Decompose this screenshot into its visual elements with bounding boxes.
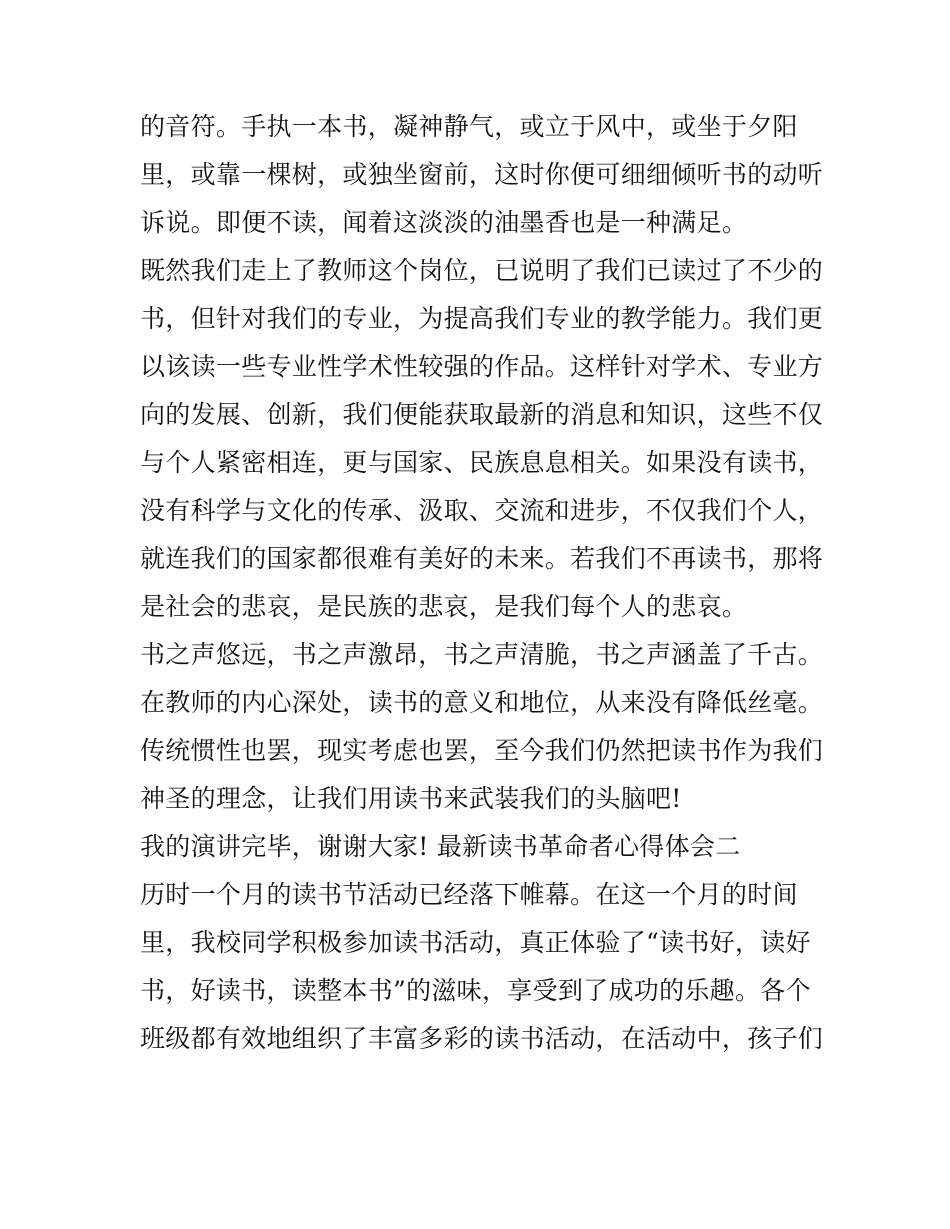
text-line: 向的发展、创新，我们便能获取最新的消息和知识，这些不仅	[140, 400, 824, 429]
text-line: 传统惯性也罢，现实考虑也罢，至今我们仍然把读书作为我们	[140, 736, 824, 765]
text-line: 里，或靠一棵树，或独坐窗前，这时你便可细细倾听书的动听	[140, 160, 824, 189]
body-text	[140, 103, 830, 1063]
text-line: 既然我们走上了教师这个岗位，已说明了我们已读过了不少的	[140, 256, 824, 285]
text-line: 里，我校同学积极参加读书活动，真正体验了“读书好，读好	[140, 928, 811, 957]
text-line: 以该读一些专业性学术性较强的作品。这样针对学术、专业方	[140, 352, 824, 381]
text-line: 与个人紧密相连，更与国家、民族息息相关。如果没有读书，	[140, 448, 824, 477]
text-line: 就连我们的国家都很难有美好的未来。若我们不再读书，那将	[140, 544, 824, 573]
text-line: 我的演讲完毕，谢谢大家! 最新读书革命者心得体会二	[140, 832, 741, 861]
text-line: 没有科学与文化的传承、汲取、交流和进步，不仅我们个人，	[140, 496, 824, 525]
text-line: 神圣的理念，让我们用读书来武装我们的头脑吧!	[140, 784, 682, 813]
text-line: 书之声悠远，书之声激昂，书之声清脆，书之声涵盖了千古。	[140, 640, 824, 669]
text-line: 书，好读书，读整本书”的滋味，享受到了成功的乐趣。各个	[140, 976, 811, 1005]
text-line: 班级都有效地组织了丰富多彩的读书活动，在活动中，孩子们	[140, 1024, 824, 1053]
text-line: 是社会的悲哀，是民族的悲哀，是我们每个人的悲哀。	[140, 592, 748, 621]
text-line: 历时一个月的读书节活动已经落下帷幕。在这一个月的时间	[140, 880, 798, 909]
text-line: 在教师的内心深处，读书的意义和地位，从来没有降低丝毫。	[140, 688, 824, 717]
text-line: 书，但针对我们的专业，为提高我们专业的教学能力。我们更	[140, 304, 824, 333]
text-line: 诉说。即便不读，闻着这淡淡的油墨香也是一种满足。	[140, 208, 748, 237]
text-line: 的音符。手执一本书，凝神静气，或立于风中，或坐于夕阳	[140, 112, 798, 141]
